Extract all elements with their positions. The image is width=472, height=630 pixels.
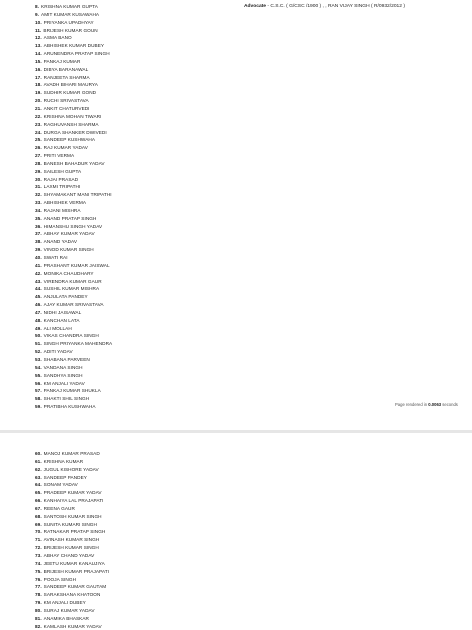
advocate-text: - C.S.C. ( G/CSC /1900 ) , , RAN VIJAY SINGH ( R/0932/2012 ) — [266, 4, 405, 9]
item-number: 38. — [35, 239, 42, 245]
item-number: 63. — [35, 474, 42, 480]
item-name: VINOD KUMAR SINGH — [43, 247, 94, 253]
list-item — [35, 160, 112, 168]
item-number: 48. — [35, 317, 42, 323]
item-number: 64. — [35, 482, 42, 488]
list-item — [35, 66, 112, 74]
list-item — [35, 223, 112, 231]
list-item — [35, 395, 112, 403]
list-item — [35, 152, 112, 160]
respondent-list-page-1 — [35, 3, 112, 411]
item-number: 18. — [35, 82, 42, 88]
item-name: SANTOSH KUMAR SINGH — [43, 513, 102, 519]
item-number: 46. — [35, 302, 42, 308]
item-name: SUSHIL KUMAR MISHRA — [43, 286, 100, 292]
item-name: HIMANSHU SINGH YADAV — [43, 223, 103, 229]
item-number: 32. — [35, 192, 42, 198]
item-name: SONAM YADAV — [43, 482, 78, 488]
advocate-line — [244, 3, 405, 10]
item-name: SHABANA PARVEEN — [43, 356, 90, 362]
item-name: SUDHIR KUMAR GOND — [43, 90, 97, 96]
item-number: 47. — [35, 309, 42, 315]
item-name: RUCHI SRIVASTAVA — [43, 98, 89, 104]
list-item — [35, 278, 112, 286]
item-number: 60. — [35, 451, 42, 456]
item-name: ANJULATA PANDEY — [43, 294, 88, 300]
list-item — [35, 458, 109, 466]
item-number: 55. — [35, 372, 42, 378]
item-number: 58. — [35, 396, 42, 402]
item-number: 57. — [35, 388, 42, 394]
item-number: 28. — [35, 160, 42, 166]
item-number: 43. — [35, 278, 42, 284]
item-number: 52. — [35, 349, 42, 355]
item-name: PRITI VERMA — [43, 153, 75, 159]
item-name: ABHAY KUMAR YADAV — [43, 231, 95, 237]
item-name: AVADH BIHARI MAURYA — [43, 82, 98, 88]
item-name: KANCHAN LATA — [43, 317, 80, 323]
item-number: 70. — [35, 529, 42, 535]
list-item — [35, 325, 112, 333]
list-item — [35, 528, 109, 536]
list-item — [35, 74, 112, 82]
item-number: 77. — [35, 584, 42, 590]
item-name: ABHISHEK KUMAR DUBEY — [43, 43, 105, 49]
list-item — [35, 246, 112, 254]
item-number: 53. — [35, 356, 42, 362]
item-number: 49. — [35, 325, 42, 331]
list-item — [35, 285, 112, 293]
item-number: 34. — [35, 207, 42, 213]
item-name: ASMA BANO — [43, 35, 72, 41]
item-number: 50. — [35, 333, 42, 339]
list-item — [35, 466, 109, 474]
item-name: ANKIT CHATURVEDI — [43, 105, 90, 111]
item-name: DURGA SHANKER DWIVEDI — [43, 129, 107, 135]
footer-suffix: seconds — [441, 402, 458, 407]
list-item — [35, 403, 112, 411]
list-item — [35, 450, 109, 458]
item-number: 56. — [35, 380, 42, 386]
list-item — [35, 364, 112, 372]
item-number: 42. — [35, 270, 42, 276]
item-name: JUGUL KISHORE YADAV — [43, 466, 99, 472]
list-item — [35, 513, 109, 521]
item-number: 73. — [35, 552, 42, 558]
item-number: 61. — [35, 458, 42, 464]
item-number: 78. — [35, 592, 42, 598]
item-name: PRATIBHA KUSHWAHA — [43, 404, 96, 410]
item-name: KRISHNA KUMAR GUPTA — [41, 4, 98, 9]
item-name: AJAY KUMAR SRIVASTAVA — [43, 302, 104, 308]
list-item — [35, 238, 112, 246]
list-item — [35, 505, 109, 513]
item-number: 20. — [35, 98, 42, 104]
item-name: KRISHNA MOHAN TIWARI — [43, 113, 102, 119]
list-item — [35, 199, 112, 207]
item-name: BRIJESH KUMAR SINGH — [43, 545, 99, 551]
list-item — [35, 42, 112, 50]
item-number: 71. — [35, 537, 42, 543]
item-name: SANDEEP PANDEY — [43, 474, 87, 480]
item-name: ABHAY CHAND YADAV — [43, 552, 95, 558]
item-number: 80. — [35, 607, 42, 613]
item-number: 45. — [35, 294, 42, 300]
list-item — [35, 497, 109, 505]
list-item — [35, 168, 112, 176]
item-name: VIKAS CHANDRA SINGH — [43, 333, 99, 339]
item-name: PRASHANT KUMAR JAISWAL — [43, 262, 110, 268]
list-item — [35, 309, 112, 317]
item-number: 17. — [35, 74, 42, 80]
item-number: 24. — [35, 129, 42, 135]
item-name: SARAKSHANA KHATOON — [43, 592, 101, 598]
list-item — [35, 568, 109, 576]
item-name: POOJA SINGH — [43, 576, 76, 582]
item-number: 62. — [35, 466, 42, 472]
item-number: 10. — [35, 19, 42, 25]
item-number: 72. — [35, 545, 42, 551]
list-item — [35, 544, 109, 552]
item-number: 19. — [35, 90, 42, 96]
advocate-label: Advocate — [244, 4, 267, 9]
list-item — [35, 144, 112, 152]
list-item — [35, 81, 112, 89]
item-name: VIRENDRA KUMAR GAUR — [43, 278, 102, 284]
footer-prefix: Page rendered in — [395, 402, 429, 407]
item-name: ABHISHEK VERMA — [43, 200, 87, 206]
item-name: ARUNENDRA PRATAP SINGH — [43, 51, 110, 57]
item-number: 15. — [35, 58, 42, 64]
list-item — [35, 560, 109, 568]
item-number: 14. — [35, 51, 42, 57]
item-number: 31. — [35, 184, 42, 190]
list-item — [35, 105, 112, 113]
item-name: SINGH PRIYANKA MAHENDRA — [43, 341, 113, 347]
item-name: PRADEEP KUMAR YADAV — [43, 490, 102, 496]
item-name: SAILESH GUPTA — [43, 168, 82, 174]
item-name: ANAND PRATAP SINGH — [43, 215, 97, 221]
list-item — [35, 536, 109, 544]
item-number: 30. — [35, 176, 42, 182]
item-number: 79. — [35, 600, 42, 606]
list-item — [35, 348, 112, 356]
list-item — [35, 481, 109, 489]
item-number: 81. — [35, 615, 42, 621]
item-number: 65. — [35, 490, 42, 496]
item-number: 54. — [35, 364, 42, 370]
item-number: 75. — [35, 568, 42, 574]
item-name: VANDANA SINGH — [43, 364, 83, 370]
item-name: BRIJESH KUMAR PRAJAPATI — [43, 568, 109, 574]
item-number: 9. — [35, 11, 40, 17]
item-name: SUNITA KUMARI SINGH — [43, 521, 97, 527]
list-item — [35, 11, 112, 19]
item-name: SHAKTI SHIL SINGH — [43, 396, 90, 402]
list-item — [35, 121, 112, 129]
item-name: RATNAKAR PRATAP SINGH — [43, 529, 106, 535]
list-item — [35, 230, 112, 238]
item-name: NIDHI JAISAWAL — [43, 309, 82, 315]
list-item — [35, 591, 109, 599]
list-item — [35, 474, 109, 482]
item-name: ANAMIKA BHASKAR — [43, 615, 89, 621]
item-name: ANAND YADAV — [43, 239, 78, 245]
list-item — [35, 136, 112, 144]
list-item — [35, 340, 112, 348]
item-name: REENA GAUR — [43, 505, 75, 511]
item-name: PRIYANKA UPADHYAY — [43, 19, 94, 25]
item-name: AMIT KUMAR KUSAWAHA — [41, 11, 100, 17]
item-name: ALI MOLLAH — [43, 325, 72, 331]
item-name: RAGHUVANSH SHARMA — [43, 121, 99, 127]
item-name: RANJEETA SHARMA — [43, 74, 90, 80]
list-item — [35, 583, 109, 591]
item-name: SURAJ KUMAR YADAV — [43, 607, 95, 613]
list-item — [35, 317, 112, 325]
item-name: KANHAIYA LAL PRAJAPATI — [43, 498, 104, 504]
item-number: 11. — [35, 27, 42, 33]
list-item — [35, 183, 112, 191]
item-name: SANDEEP KUMAR GAUTAM — [43, 584, 107, 590]
item-number: 23. — [35, 121, 42, 127]
item-number: 33. — [35, 200, 42, 206]
item-name: MONIKA CHAUDHARY — [43, 270, 94, 276]
item-number: 25. — [35, 137, 42, 143]
item-number: 51. — [35, 341, 42, 347]
item-number: 40. — [35, 255, 42, 260]
list-item — [35, 607, 109, 615]
item-number: 36. — [35, 223, 42, 229]
item-name: AVINASH KUMAR SINGH — [43, 537, 100, 543]
item-number: 35. — [35, 215, 42, 221]
item-name: JEETU KUMAR KANAUJIYA — [43, 560, 105, 566]
item-name: RAJANI MISHRA — [43, 207, 81, 213]
item-number: 12. — [35, 35, 42, 41]
item-name: RAJ KUMAR YADAV — [43, 145, 88, 151]
list-item — [35, 599, 109, 607]
item-number: 16. — [35, 66, 42, 72]
item-name: KM ANJALI YADAV — [43, 380, 85, 386]
item-number: 41. — [35, 262, 42, 268]
item-number: 21. — [35, 105, 42, 111]
list-item — [35, 3, 112, 11]
list-item — [35, 97, 112, 105]
item-number: 66. — [35, 498, 42, 504]
list-item — [35, 215, 112, 223]
item-number: 27. — [35, 153, 42, 159]
item-number: 8. — [35, 4, 40, 9]
list-item — [35, 58, 112, 66]
item-number: 22. — [35, 113, 42, 119]
list-item — [35, 50, 112, 58]
item-name: KRISHNA KUMAR — [43, 458, 84, 464]
list-item — [35, 176, 112, 184]
item-number: 37. — [35, 231, 42, 237]
list-item — [35, 521, 109, 529]
item-name: SANDHYA SINGH — [43, 372, 83, 378]
item-number: 39. — [35, 247, 42, 253]
item-name: KM ANJALI DUBEY — [43, 600, 86, 606]
list-item — [35, 207, 112, 215]
item-name: SHYAMAKANT MANI TRIPATHI — [43, 192, 112, 198]
item-name: SANDEEP KUSHWAHA — [43, 137, 96, 143]
respondent-list-page-2 — [35, 450, 109, 630]
list-item — [35, 356, 112, 364]
item-name: RAJAI PRASAD — [43, 176, 79, 182]
list-item — [35, 129, 112, 137]
item-name: DIBYA BARANAWAL — [43, 66, 89, 72]
item-number: 59. — [35, 404, 42, 410]
list-item — [35, 615, 109, 623]
list-item — [35, 27, 112, 35]
item-number: 67. — [35, 505, 42, 511]
item-number: 74. — [35, 560, 42, 566]
list-item — [35, 372, 112, 380]
render-time-footer — [395, 402, 458, 407]
item-name: PANKAJ KUMAR — [43, 58, 81, 64]
item-name: BRIJESH KUMAR GOUN — [43, 27, 98, 33]
list-item — [35, 387, 112, 395]
item-number: 29. — [35, 168, 42, 174]
item-number: 76. — [35, 576, 42, 582]
item-number: 26. — [35, 145, 42, 151]
item-name: BANESH BAHADUR YADAV — [43, 160, 105, 166]
item-name: KAMLASH KUMAR YADAV — [43, 623, 102, 629]
footer-time: 0.0063 — [428, 402, 442, 407]
list-item — [35, 262, 112, 270]
list-item — [35, 113, 112, 121]
list-item — [35, 254, 112, 262]
list-item — [35, 489, 109, 497]
list-item — [35, 332, 112, 340]
item-number: 82. — [35, 623, 42, 629]
item-number: 13. — [35, 43, 42, 49]
list-item — [35, 623, 109, 630]
list-item — [35, 552, 109, 560]
list-item — [35, 293, 112, 301]
item-number: 68. — [35, 513, 42, 519]
list-item — [35, 34, 112, 42]
item-name: MANOJ KUMAR PRASAD — [43, 451, 100, 456]
list-item — [35, 89, 112, 97]
item-number: 69. — [35, 521, 42, 527]
item-name: PANKAJ KUMAR SHUKLA — [43, 388, 101, 394]
list-item — [35, 380, 112, 388]
list-item — [35, 19, 112, 27]
list-item — [35, 191, 112, 199]
item-name: LAXMI TRIPATHI — [43, 184, 81, 190]
item-name: ADITI YADAV — [43, 349, 73, 355]
list-item — [35, 576, 109, 584]
list-item — [35, 270, 112, 278]
item-name: SWATI RAI — [43, 255, 68, 260]
list-item — [35, 301, 112, 309]
item-number: 44. — [35, 286, 42, 292]
